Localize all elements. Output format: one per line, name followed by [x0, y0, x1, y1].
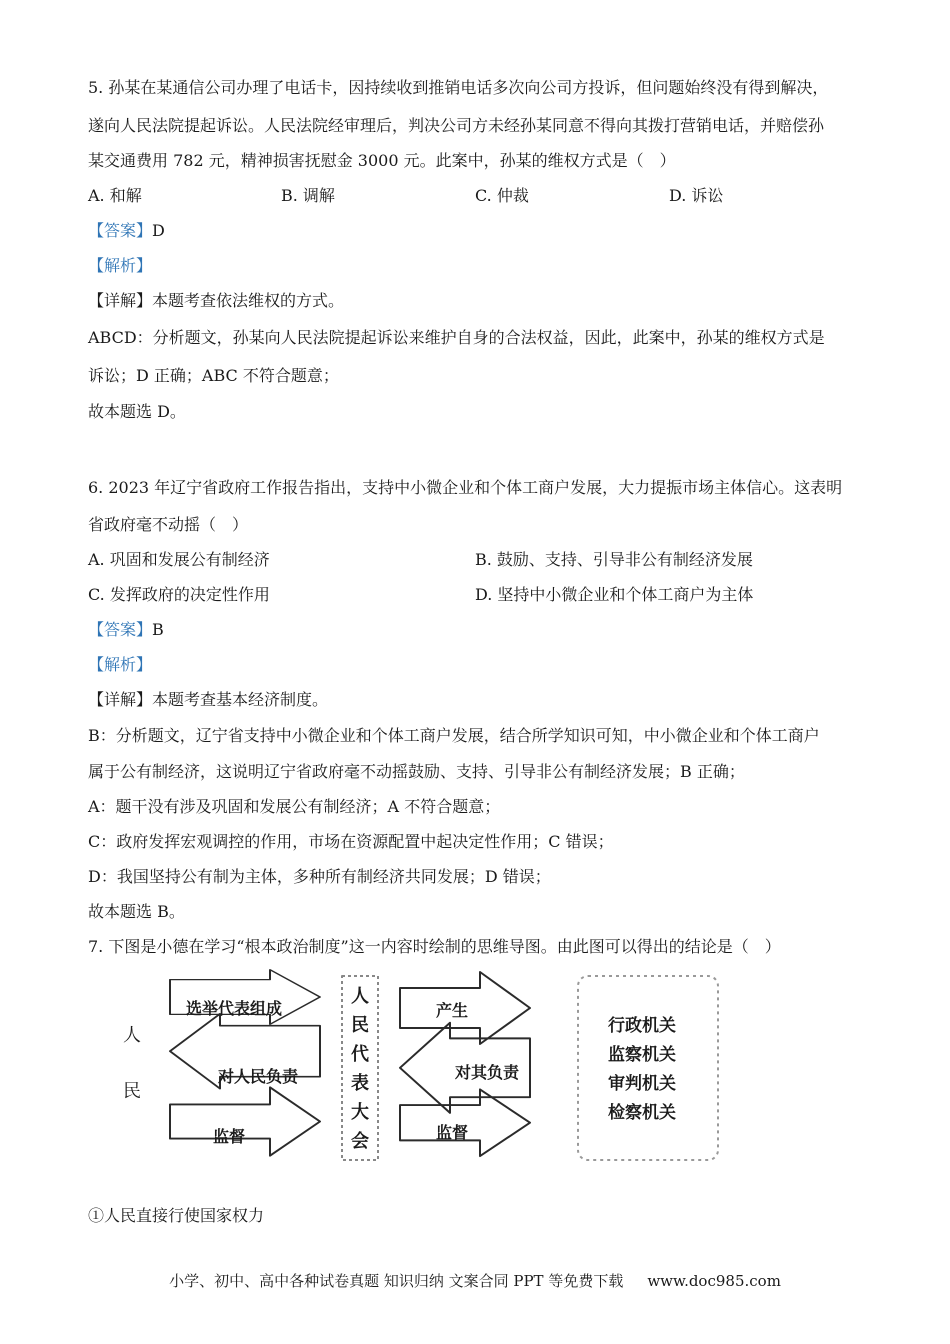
q6-option-c: C. 发挥政府的决定性作用 [88, 585, 270, 604]
q6-detail-line-2: B：分析题文，辽宁省支持中小微企业和个体工商户发展，结合所学知识可知，中小微企业和个体工商户 [88, 726, 820, 745]
q6-answer [88, 620, 164, 640]
q5-option-c: C. 仲裁 [475, 186, 529, 205]
q6-option-a: A. 巩固和发展公有制经济 [88, 550, 270, 569]
q6-option-d: D. 坚持中小微企业和个体工商户为主体 [475, 585, 754, 604]
arrow-label-responsible-people: 对人民负责 [217, 1067, 298, 1086]
q6-answer-value: B [152, 620, 164, 639]
q5-answer [88, 221, 165, 241]
npc-char-5: 大 [351, 1102, 369, 1123]
arrow-label-supervise-right: 监督 [435, 1123, 468, 1142]
q5-option-b: B. 调解 [281, 186, 335, 205]
organ-judicial: 审判机关 [608, 1074, 676, 1094]
q5-stem-line-2: 遂向人民法院提起诉讼。人民法院经审理后，判决公司方未经孙某同意不得向其拨打营销电话，并赔偿孙 [88, 116, 825, 135]
footer-text: 小学、初中、高中各种试卷真题 知识归纳 文案合同 PPT 等免费下载 [169, 1272, 624, 1290]
q5-detail-line-3: 诉讼；D 正确；ABC 不符合题意； [88, 366, 339, 385]
q6-analysis-tag: 【解析】 [88, 655, 153, 674]
q5-detail-line-2: ABCD：分析题文，孙某向人民法院提起诉讼来维护自身的合法权益，因此，此案中，孙某的维权方式是 [88, 328, 825, 347]
arrow-label-elect: 选举代表组成 [185, 999, 282, 1018]
npc-char-6: 会 [351, 1131, 369, 1152]
q6-detail-line-6: D：我国坚持公有制为主体，多种所有制经济共同发展；D 错误； [88, 867, 551, 886]
organ-administrative: 行政机关 [608, 1016, 676, 1036]
q7-item-1: ①人民直接行使国家权力 [88, 1206, 265, 1225]
q5-analysis-tag: 【解析】 [88, 256, 153, 275]
q6-answer-tag: 【答案】 [88, 620, 153, 639]
q5-stem-line-3: 某交通费用 782 元，精神损害抚慰金 3000 元。此案中，孙某的维权方式是（ ） [88, 151, 676, 170]
q6-detail-line-1: 【详解】本题考查基本经济制度。 [88, 690, 329, 709]
footer-url[interactable]: www.doc985.com [647, 1272, 781, 1290]
npc-label [348, 982, 372, 1156]
state-organs-list [608, 1012, 708, 1128]
q5-detail-line-1: 【详解】本题考查依法维权的方式。 [88, 291, 345, 310]
npc-char-1: 人 [351, 986, 369, 1007]
page-footer [0, 1270, 950, 1291]
q5-detail-line-4: 故本题选 D。 [88, 402, 186, 421]
q6-detail-line-3: 属于公有制经济，这说明辽宁省政府毫不动摇鼓励、支持、引导非公有制经济发展；B 正确； [88, 762, 745, 781]
q6-stem-line-2: 省政府毫不动摇（ ） [88, 515, 249, 534]
arrow-label-accountable: 对其负责 [454, 1063, 519, 1082]
q6-stem-line-1: 6. 2023 年辽宁省政府工作报告指出，支持中小微企业和个体工商户发展，大力提振市场主体信心。这表明 [88, 478, 843, 497]
arrow-label-produce: 产生 [435, 1001, 468, 1020]
npc-char-3: 代 [351, 1044, 369, 1065]
organ-procuratorial: 检察机关 [608, 1103, 676, 1123]
q5-answer-value: D [152, 221, 165, 240]
people-label [120, 1024, 144, 1104]
q6-detail-line-7: 故本题选 B。 [88, 902, 185, 921]
q6-detail-line-5: C：政府发挥宏观调控的作用，市场在资源配置中起决定性作用；C 错误； [88, 832, 614, 851]
q5-stem-line-1: 5. 孙某在某通信公司办理了电话卡，因持续收到推销电话多次向公司方投诉，但问题始终没有得到解决， [88, 78, 829, 97]
q5-option-d: D. 诉讼 [669, 186, 724, 205]
q5-answer-tag: 【答案】 [88, 221, 153, 240]
organ-supervisory: 监察机关 [608, 1045, 676, 1065]
q6-option-b: B. 鼓励、支持、引导非公有制经济发展 [475, 550, 753, 569]
mind-map-diagram [112, 968, 720, 1168]
npc-char-2: 民 [351, 1015, 369, 1036]
people-label-char-1: 人 [123, 1025, 141, 1046]
people-label-char-2: 民 [123, 1081, 141, 1102]
q6-detail-line-4: A：题干没有涉及巩固和发展公有制经济；A 不符合题意； [88, 797, 501, 816]
npc-char-4: 表 [351, 1073, 369, 1094]
arrow-label-supervise-left: 监督 [212, 1127, 245, 1146]
q5-option-a: A. 和解 [88, 186, 142, 205]
q7-stem: 7. 下图是小德在学习“根本政治制度”这一内容时绘制的思维导图。由此图可以得出的结论是（ ） [88, 937, 781, 956]
